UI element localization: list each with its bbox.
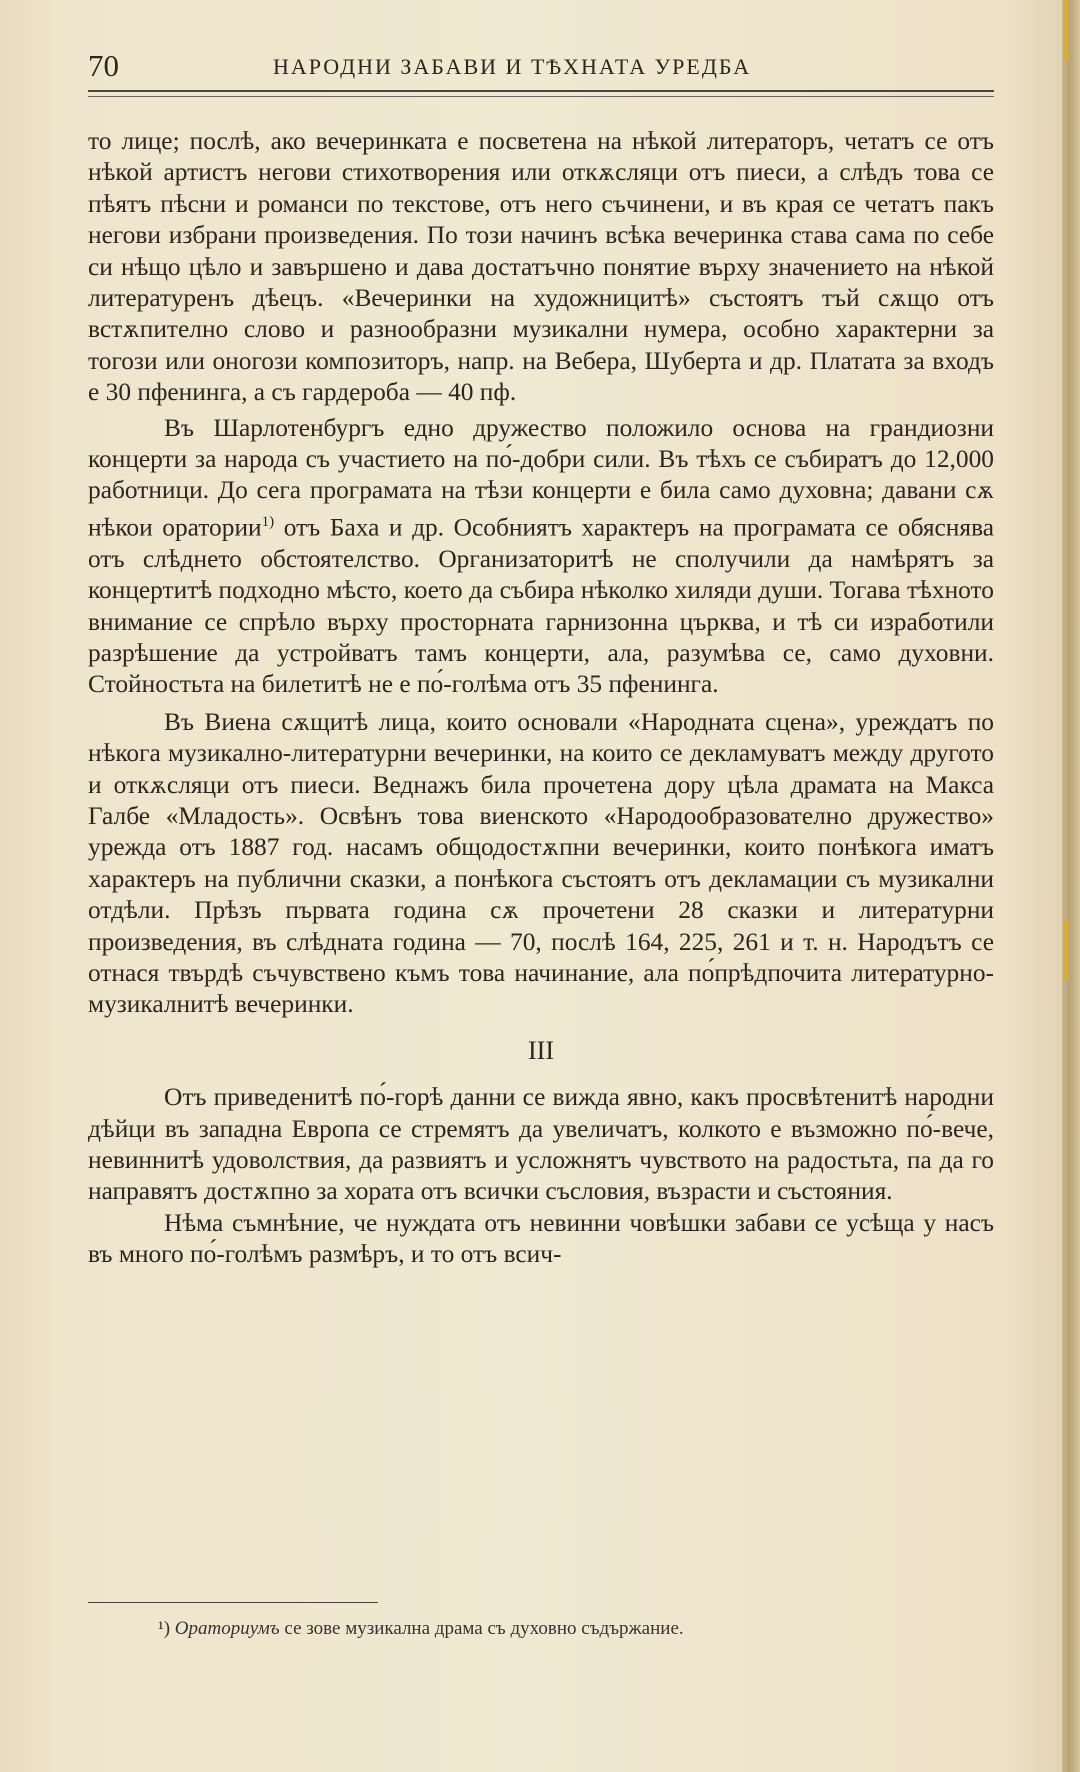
header-rule bbox=[88, 90, 994, 92]
paragraph-text: Въ Шарлотенбургъ едно дружество положило основа на грандиозни концерти за народа съ участието на по́-добри сили. Въ тѣхъ се събиратъ до 12,000 работници. До сега програмата на тѣзи концерти е била само духовна; давани сѫ нѣкои оратории bbox=[88, 413, 994, 542]
footnote-text: се зове музикална драма съ духовно съдържание. bbox=[279, 1618, 684, 1639]
header-rule-thin bbox=[88, 96, 994, 97]
page-header bbox=[88, 48, 994, 92]
footnote bbox=[158, 1618, 684, 1640]
book-edge bbox=[1062, 0, 1080, 1772]
footnote-rule bbox=[88, 1602, 378, 1603]
footnote-ref: 1 bbox=[261, 513, 270, 530]
paragraph: то лице; послѣ, ако вечеринката е посветена на нѣкой литераторъ, четатъ се отъ нѣкой артистъ негови стихотворения или откѫсляци отъ пиеси, а слѣдъ това се пѣятъ пѣсни и романси по текстове, отъ него съчинени, и въ края се четатъ пакъ негови избрани произведения. По този начинъ всѣка вечеринка става сама по себе си нѣщо цѣло и завършено и дава достатъчно понятие върху значението на нѣкой литературенъ дѣецъ. «Вечеринки на художницитѣ» състоятъ тъй сѫщо отъ встѫпително слово и разнообразни музикални нумера, особно характерни за тогози или оногози композиторъ, напр. на Вебера, Шуберта и др. Платата за входъ е 30 пфенинга, а съ гардероба — 40 пф. bbox=[88, 127, 994, 407]
paragraph: Въ Шарлотенбургъ едно дружество положило основа на грандиозни концерти за народа съ участието на по́-добри сили. Въ тѣхъ се събиратъ до 12,000 работници. До сега програмата на тѣзи концерти е била само духовна; давани сѫ нѣкои оратории$^{1)}$ отъ Баха и др. Особниятъ характеръ на програмата се обяснява отъ слѣднето обстоятелство. Организаторитѣ не сполучили да намѣрятъ за концертитѣ подходно мѣсто, което да събира нѣколко хиляди души. Тогава тѣхното внимание се спрѣло върху просторната гарнизонна църква, и тѣ си изработили разрѣшение да устройватъ тамъ концерти, ала, разумѣва се, само духовни. Стойностьта на билетитѣ не е по́-голѣма отъ 35 пфенинга. bbox=[88, 413, 994, 699]
footnote-term: Ораториумъ bbox=[174, 1618, 280, 1639]
running-title: НАРОДНИ ЗАБАВИ И ТѢХНАТА УРЕДБА bbox=[273, 54, 752, 79]
paragraph: Нѣма съмнѣние, че нуждата отъ невинни човѣшки забави се усѣща у насъ въ много по́-голѣмъ размѣръ, и то отъ всич- bbox=[88, 1208, 994, 1269]
section-heading: III bbox=[528, 1035, 554, 1065]
page-edge-tab bbox=[1064, 920, 1068, 980]
page-body bbox=[88, 126, 994, 1271]
page-number: 70 bbox=[88, 48, 119, 83]
paragraph-text: отъ Баха и др. Особниятъ характеръ на програмата се обяснява отъ слѣднето обстоятелство. Организаторитѣ не сполучили да намѣрятъ за концертитѣ подходно мѣсто, което да събира нѣколко хиляди души. Тогава тѣхното внимание се спрѣло върху просторната гарнизонна църква, и тѣ си изработили разрѣшение да устройватъ тамъ концерти, ала, разумѣва се, само духовни. Стойностьта на билетитѣ не е по́-голѣма отъ 35 пфенинга. bbox=[88, 513, 994, 699]
footnote-marker: ¹) bbox=[158, 1618, 171, 1639]
paragraph: Въ Виена сѫщитѣ лица, които основали «Народната сцена», уреждатъ по нѣкога музикално-литературни вечеринки, на които се декламуватъ между другото и откѫсляци отъ пиеси. Веднажъ била прочетена дору цѣла драмата на Макса Галбе «Младость». Освѣнъ това виенското «Народообразователно дружество» урежда отъ 1887 год. насамъ общодостѫпни вечеринки, които понѣкога иматъ характеръ на публични сказки, а понѣкога състоятъ отъ декламации съ музикални отдѣли. Прѣзъ първата година сѫ прочетени 28 сказки и литературни произведения, въ слѣдната година — 70, послѣ 164, 225, 261 и т. н. Народътъ се отнася твърдѣ съчувствено къмъ това начинание, ала по́прѣдпочита литературно-музикалнитѣ вечеринки. bbox=[88, 707, 994, 1019]
page-edge-tab bbox=[1064, 0, 1068, 60]
paragraph: Отъ приведенитѣ по́-горѣ данни се вижда явно, какъ просвѣтенитѣ народни дѣйци въ западна Европа се стремятъ да увеличатъ, колкото е възможно по́-вече, невиннитѣ удоволствия, да развиятъ и усложнятъ чувството на радостьта, па да го направятъ достѫпно за хората отъ всички съсловия, възрасти и състояния. bbox=[88, 1083, 994, 1206]
